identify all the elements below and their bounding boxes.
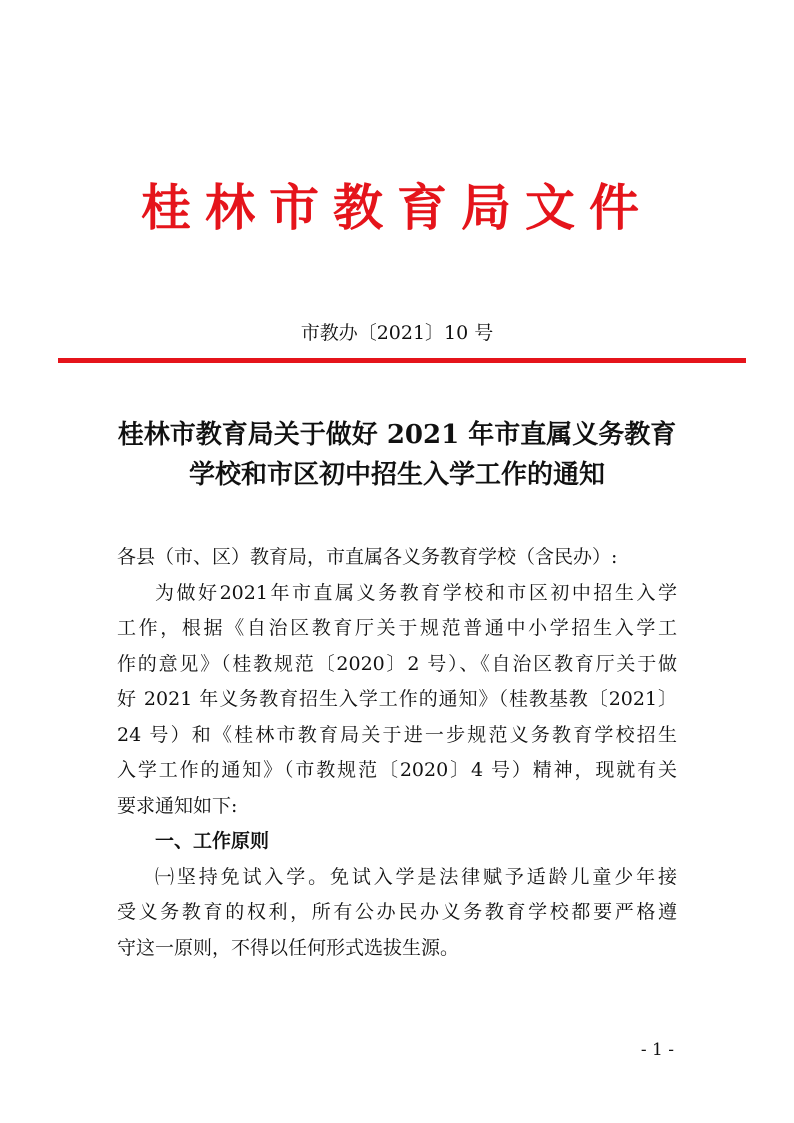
document-number: 市教办〔2021〕10 号	[300, 322, 494, 344]
paragraph-line: 受义务教育的权利，所有公办民办义务教育学校都要严格遵	[117, 901, 677, 923]
page-number: - 1 -	[640, 1040, 674, 1060]
document-title-line-1: 桂林市教育局关于做好 2021 年市直属义务教育	[117, 420, 677, 450]
red-divider-rule	[58, 358, 746, 363]
paragraph-line: 为做好2021年市直属义务教育学校和市区初中招生入学	[155, 581, 677, 604]
document-body	[117, 540, 677, 966]
paragraph-line: 工作，根据《自治区教育厅关于规范普通中小学招生入学工	[117, 617, 677, 639]
document-title	[0, 415, 794, 495]
paragraph-line: 守这一原则，不得以任何形式选拔生源。	[117, 936, 460, 959]
document-header-title: 桂林市教育局文件	[141, 178, 653, 237]
section-heading: 一、工作原则	[155, 830, 270, 852]
paragraph-line: 入学工作的通知》（市教规范〔2020〕4 号）精神，现就有关	[117, 759, 677, 781]
paragraph-line: 作的意见》（桂教规范〔2020〕2 号）、《自治区教育厅关于做	[117, 652, 677, 675]
paragraph-line: 好 2021 年义务教育招生入学工作的通知》（桂教基教〔2021〕	[117, 688, 677, 710]
salutation: 各县（市、区）教育局，市直属各义务教育学校（含民办）:	[117, 546, 618, 568]
paragraph-line: ㈠坚持免试入学。免试入学是法律赋予适龄儿童少年接	[155, 865, 677, 888]
document-title-line-2: 学校和市区初中招生入学工作的通知	[188, 460, 605, 490]
paragraph-line: 要求通知如下:	[117, 794, 238, 817]
paragraph-line: 24 号）和《桂林市教育局关于进一步规范义务教育学校招生	[117, 723, 677, 746]
